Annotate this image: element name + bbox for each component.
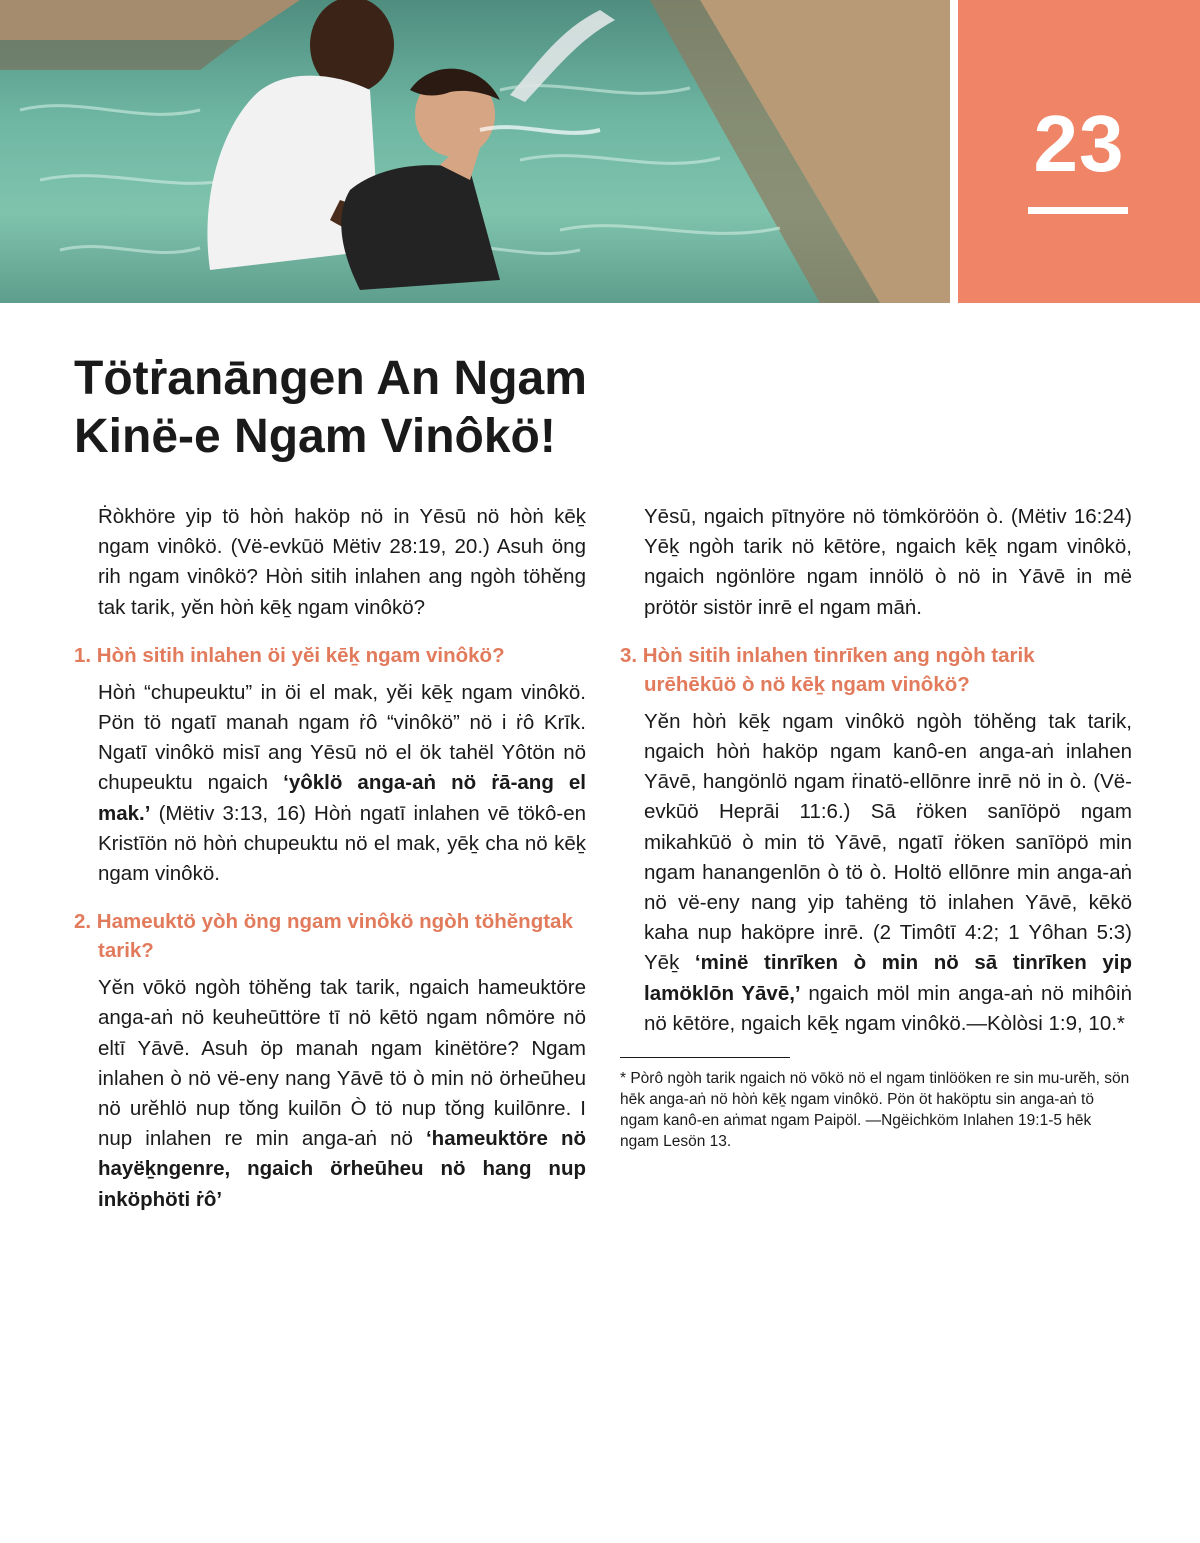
footnote-divider (620, 1057, 790, 1058)
footnote: * Pòrô ngòh tarik ngaich nö vōkö nö el ngam tinlööken re sin mu-urĕh, sön hēk anga-aṅ nö hòṅ kēḵ ngam vinôkö. Pön öt haköptu sin anga-aṅ tö ngam kanô-en aṅmat ngam Paipöl. —Ngëichköm Inlahen 19:1-5 hēk ngam Lesön 13. (620, 1070, 1130, 1151)
answer-3-text-end: ngaich möl min anga-aṅ nö mihôiṅ nö kētöre, ngaich kēḵ ngam vinôkö.—Kòlòsi 1:9, 10.* (644, 981, 1132, 1035)
header-photo (0, 0, 950, 303)
answer-2-part-2: Yēsū, ngaich pītnyöre nö tömköröön ò. (Mëtiv 16:24) Yēḵ ngòh tarik nö kētöre, ngaich kēḵ ngam vinôkö, ngaich ngönlöre ngam innölö ò nö in Yāvē in më prötör sistör inrē el ngam māṅ. (644, 505, 1132, 619)
answer-3-text: Yĕn hòṅ kēḵ ngam vinôkö ngòh töhĕng tak tarik, ngaich hòṅ haköp ngam kanô-en anga-aṅ inlahen Yāvē, hangönlö ngam ṙinatö-ellōnre inrē nö in ò. (Vë-evkūö Heprāi 11:6.) Sā ṙöken sanīöpö ngam mikahkūö ò min tö Yāvē, ngatī ṙöken sanīöpö min ngam hanangenlōn ò tö ò. Holtö ellōnre min anga-aṅ nö vë-eny nang yip tahëng tö inlahen Yāvē, kēkö kaha nup haköpre inrē. (2 Timôtī 4:2; 1 Yôhan 5:3) Yēḵ (644, 709, 1132, 975)
chapter-number: 23 (1033, 99, 1125, 188)
chapter-badge (958, 0, 1200, 303)
answer-2-text: Yĕn vōkö ngòh töhĕng tak tarik, ngaich hameuktöre anga-aṅ nö keuheūttöre tī nö kētö ngam nômöre nö eltī Yāvē. Asuh öp manah ngam kinëtöre? Ngam inlahen ò nö vë-eny nang Yāvē tö ò min nö örheūheu nö urĕhlö nup tŏng kuilōn Ò tö nup tŏng kuilōnre. I nup inlahen re min anga-aṅ nö (98, 976, 586, 1151)
answer-1-text-end: (Mëtiv 3:13, 16) Hòṅ ngatī inlahen vē tökô-en Kristīön nö hòṅ chupeuktu nö el mak, yēḵ cha nö kēḵ ngam vinôkö. (98, 801, 586, 886)
question-1: 1. Hòṅ sitih inlahen öi yĕi kēḵ ngam vinôkö? (74, 643, 505, 667)
answer-1 (74, 678, 586, 889)
question-3: 3. Hòṅ sitih inlahen tinrīken ang ngòh tarik urēhēkūö ò nö kēḵ ngam vinôkö? (620, 643, 1035, 696)
answer-3-emphasis: ‘minë tinrīken ò min nö sā tinrīken yip lamöklōn Yāvē,’ (644, 951, 1132, 1005)
title-line-1: Tötṙanāngen An Ngam (74, 352, 587, 405)
answer-1-text: Hòṅ “chupeuktu” in öi el mak, yĕi kēḵ ngam vinôkö. Pön tö ngatī manah ngam ṙô “vinôkö” nö i ṙô Krīk. Ngatī vinôkö misī ang Yēsū nö el ök tahël Yôtön nö chupeuktu ngaich (98, 680, 586, 795)
baptism-illustration (0, 0, 950, 303)
answer-3 (620, 707, 1132, 1039)
right-column (620, 502, 1132, 1152)
answer-1-emphasis: ‘yôklö anga-aṅ nö ṙā-ang el mak.’ (98, 771, 586, 825)
title-line-2: Kinë-e Ngam Vinôkö! (74, 410, 556, 463)
page-title (74, 350, 694, 466)
intro-paragraph: Ṙòkhöre yip tö hòṅ haköp nö in Yēsū nö hòṅ kēḵ ngam vinôkö. (Vë-evkūö Mëtiv 28:19, 20.) Asuh öng rih ngam vinôkö? Hòṅ sitih inlahen ang ngòh töhĕng tak tarik, yĕn hòṅ kēḵ ngam vinôkö? (98, 505, 586, 619)
answer-2-emphasis: ‘hameuktöre nö hayëḵngenre, ngaich örheūheu nö hang nup inköphöti ṙô’ (98, 1127, 586, 1211)
left-column (74, 502, 586, 1215)
chapter-underline (1028, 207, 1128, 214)
answer-2-part-1 (74, 973, 586, 1215)
question-2: 2. Hameuktö yòh öng ngam vinôkö ngòh töhĕngtak tarik? (74, 910, 573, 963)
